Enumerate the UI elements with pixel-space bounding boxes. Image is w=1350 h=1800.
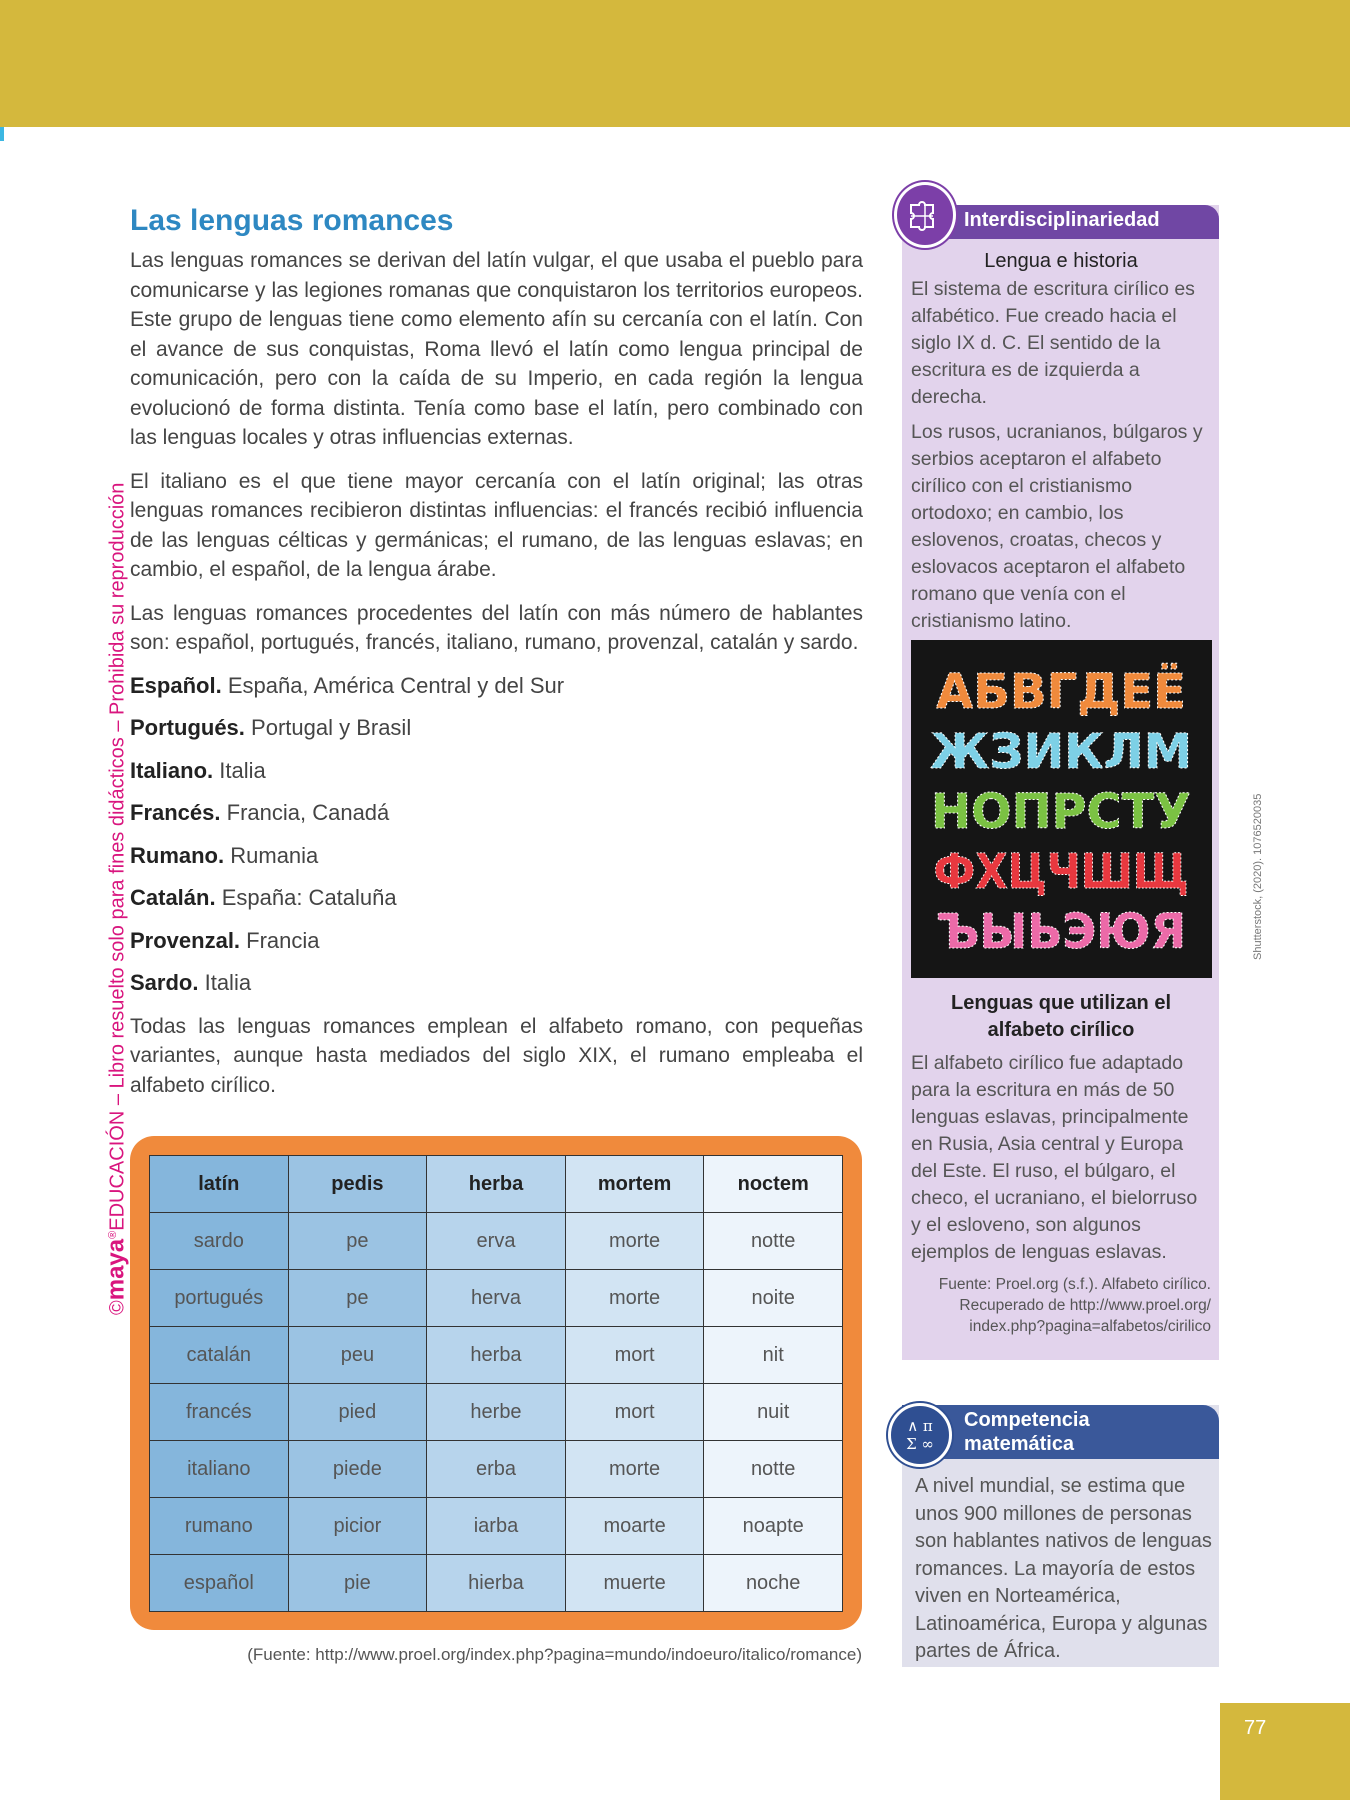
puzzle-icon (894, 182, 956, 248)
list-item (130, 927, 863, 955)
table-cell: pied (288, 1384, 427, 1441)
influences-paragraph: El italiano es el que tiene mayor cercanía con el latín original; las otras lenguas romances recibieron distintas influencias: el francés recibió influencia de las lenguas célticas y germánicas; el rumano, de las lenguas eslavas; en cambio, el español, de la lengua árabe. (130, 469, 863, 581)
alphabet-row: ЖЗИКЛМ (930, 724, 1192, 780)
table-cell: nuit (704, 1384, 843, 1441)
table-header: mortem (565, 1156, 704, 1213)
table-cell: morte (565, 1213, 704, 1270)
cyrillic-source-line: Recuperado de http://www.proel.org/ (959, 1297, 1211, 1314)
table-cell: sardo (150, 1213, 289, 1270)
table-row (150, 1498, 843, 1555)
table-cell: noche (704, 1555, 843, 1612)
cyrillic-section-title: Lenguas que utilizan el alfabeto cirílico (950, 992, 1172, 1041)
list-item (130, 714, 863, 742)
language-region: España, América Central y del Sur (227, 672, 565, 698)
list-item (130, 842, 863, 870)
registered-mark: ® (107, 1230, 119, 1239)
language-region: Portugal y Brasil (251, 715, 412, 740)
language-name: Español. (130, 672, 222, 698)
interdisciplinary-content (911, 248, 1211, 643)
main-article (130, 200, 863, 1114)
table-cell: pe (288, 1270, 427, 1327)
page-title: Las lenguas romances (130, 204, 454, 237)
language-name: Rumano. (130, 842, 225, 868)
table-cell: peu (288, 1327, 427, 1384)
table-cell: notte (704, 1441, 843, 1498)
table-cell: mort (565, 1327, 704, 1384)
table-row (150, 1555, 843, 1612)
language-name: Italiano. (130, 757, 214, 783)
table-header: latín (150, 1156, 289, 1213)
table-cell: francés (150, 1384, 289, 1441)
table-cell: morte (565, 1270, 704, 1327)
table-cell: portugués (150, 1270, 289, 1327)
table-cell: morte (565, 1441, 704, 1498)
interdisciplinary-label: Interdisciplinariedad (964, 209, 1160, 231)
table-cell: erba (427, 1441, 566, 1498)
table-cell: español (150, 1555, 289, 1612)
page-number: 77 (1244, 1717, 1267, 1739)
latin-comparison-table (149, 1155, 843, 1612)
intro-paragraph: Las lenguas romances se derivan del latín vulgar, el que usaba el pueblo para comunicarse y las legiones romanas que conquistaron los territorios europeos. Este grupo de lenguas tiene como elemento afín su cercanía con el latín. Con el avance de sus conquistas, Roma llevó el latín como lengua principal de comunicación, pero con la caída de su Imperio, en cada región la lengua evolucionó de forma distinta. Tenía como base el latín, pero combinado con las lenguas locales y otras influencias externas. (130, 249, 863, 449)
table-cell: picior (288, 1498, 427, 1555)
table-cell: noite (704, 1270, 843, 1327)
cyrillic-section (911, 990, 1211, 1337)
copyright-symbol: © (106, 1300, 129, 1315)
top-color-band (0, 0, 1350, 127)
table-cell: nit (704, 1327, 843, 1384)
language-region: Francia, Canadá (226, 800, 390, 825)
table-header: pedis (288, 1156, 427, 1213)
math-competence-text: A nivel mundial, se estima que unos 900 millones de personas son hablantes nativos de lenguas romances. La mayoría de estos viven en Norteamérica, Latinoamérica, Europa y algunas partes de África. (915, 1475, 1212, 1662)
language-name: Francés. (130, 800, 221, 825)
math-label-line: Competencia (964, 1409, 1090, 1431)
table-cell: piede (288, 1441, 427, 1498)
alphabet-row: ЪЫЬЭЮЯ (936, 904, 1186, 960)
cyrillic-source-line: Fuente: Proel.org (s.f.). Alfabeto cirílico. (938, 1276, 1211, 1293)
cyrillic-source-line: index.php?pagina=alfabetos/cirilico (969, 1318, 1211, 1335)
list-item (130, 799, 863, 827)
language-region: Francia (246, 927, 320, 953)
copyright-sidebar (98, 455, 128, 1315)
table-cell: iarba (427, 1498, 566, 1555)
math-competence-label (964, 1408, 1090, 1456)
table-cell: erva (427, 1213, 566, 1270)
image-credit: Shutterstock, (2020). 1076520035 (1252, 793, 1264, 960)
table-cell: italiano (150, 1441, 289, 1498)
table-cell: notte (704, 1213, 843, 1270)
language-name: Provenzal. (130, 927, 241, 953)
table-cell: catalán (150, 1327, 289, 1384)
table-cell: mort (565, 1384, 704, 1441)
cyrillic-section-text: El alfabeto cirílico fue adaptado para la escritura en más de 50 lenguas eslavas, principalmente en Rusia, Asia central y Europa del Este. El ruso, el búlgaro, el checo, el ucraniano, el bielorruso y el esloveno, son algunos ejemplos de lenguas eslavas. (911, 1052, 1198, 1263)
closing-paragraph: Todas las lenguas romances emplean el alfabeto romano, con pequeñas variantes, aunque hasta mediados del siglo XIX, el rumano empleaba el alfabeto cirílico. (130, 1014, 863, 1097)
cyrillic-intro: El sistema de escritura cirílico es alfabético. Fue creado hacia el siglo IX d. C. El sentido de la escritura es de izquierda a derecha. (911, 278, 1195, 408)
math-symbols-icon (888, 1403, 952, 1467)
language-region: Rumania (230, 842, 319, 868)
math-label-line: matemática (964, 1433, 1075, 1455)
table-header: noctem (704, 1156, 843, 1213)
interdisciplinary-subtitle: Lengua e historia (984, 250, 1138, 272)
speakers-paragraph: Las lenguas romances procedentes del latín con más número de hablantes son: español, portugués, francés, italiano, rumano, provenzal, catalán y sardo. (130, 601, 863, 654)
language-name: Sardo. (130, 970, 199, 995)
table-cell: moarte (565, 1498, 704, 1555)
table-cell: herba (427, 1327, 566, 1384)
table-cell: hierba (427, 1555, 566, 1612)
table-cell: muerte (565, 1555, 704, 1612)
table-row (150, 1213, 843, 1270)
brand-logo: maya (102, 1238, 130, 1301)
language-region: Italia (204, 970, 252, 995)
language-region: Italia (219, 757, 266, 783)
table-header-row (150, 1156, 843, 1213)
alphabet-row: НОПРСТУ (931, 784, 1191, 840)
table-row (150, 1270, 843, 1327)
table-row (150, 1441, 843, 1498)
list-item (130, 969, 863, 997)
cyrillic-alphabet-image (911, 640, 1212, 978)
math-badge-line: Σ ∞ (906, 1435, 934, 1453)
list-item (130, 884, 863, 912)
alphabet-row: АБВГДЕЁ (936, 664, 1186, 720)
table-cell: pie (288, 1555, 427, 1612)
list-item (130, 672, 863, 700)
edge-marker (0, 127, 4, 141)
copyright-text: EDUCACIÓN – Libro resuelto solo para fines didácticos – Prohibida su reproducción (106, 482, 129, 1231)
list-item (130, 757, 863, 785)
cyrillic-adoption: Los rusos, ucranianos, búlgaros y serbios aceptaron el alfabeto cirílico con el cristianismo ortodoxo; en cambio, los eslovenos, croatas, checos y eslovacos aceptaron el alfabeto romano que venía con el cristianismo latino. (911, 421, 1203, 632)
table-header: herba (427, 1156, 566, 1213)
comparison-table-frame (130, 1136, 862, 1630)
table-row (150, 1327, 843, 1384)
language-name: Catalán. (130, 885, 216, 910)
table-cell: pe (288, 1213, 427, 1270)
alphabet-row: ФХЦЧШЩ (933, 844, 1189, 900)
table-cell: noapte (704, 1498, 843, 1555)
table-source: (Fuente: http://www.proel.org/index.php?pagina=mundo/indoeuro/italico/romance) (247, 1645, 862, 1664)
table-cell: rumano (150, 1498, 289, 1555)
page-number-tab (1220, 1703, 1350, 1800)
table-row (150, 1384, 843, 1441)
language-list (130, 672, 863, 998)
language-region: España: Cataluña (221, 885, 397, 910)
language-name: Portugués. (130, 715, 245, 740)
math-badge-line: ∧ π (907, 1417, 933, 1435)
table-cell: herva (427, 1270, 566, 1327)
table-cell: herbe (427, 1384, 566, 1441)
